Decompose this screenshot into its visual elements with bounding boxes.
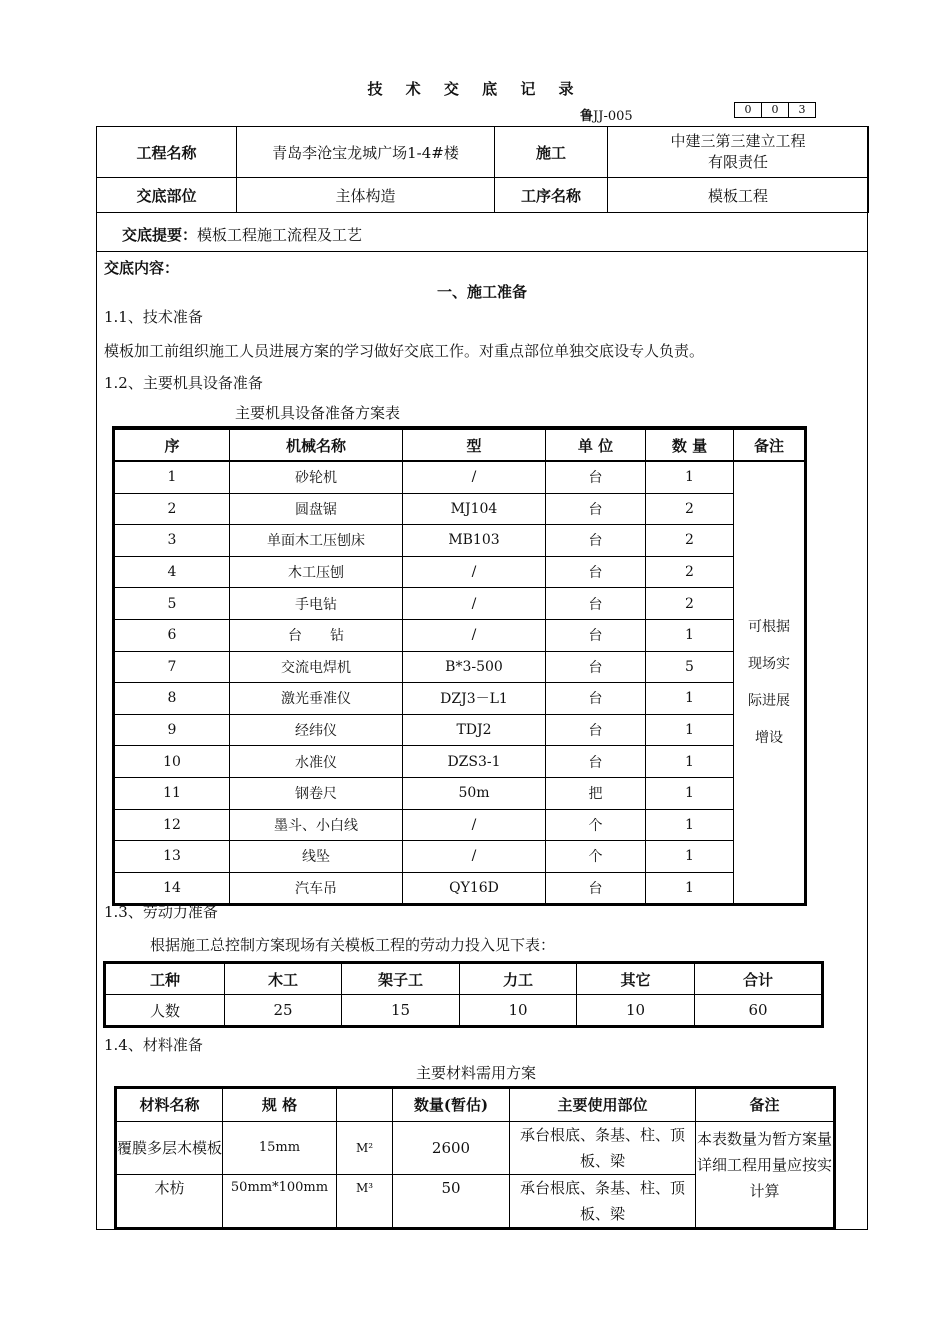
builder-value-line1: 中建三第三建立工程: [670, 132, 806, 150]
mat-header-unit: [337, 1089, 393, 1122]
s11-heading: 1.1、技术准备: [104, 308, 203, 326]
equip-cell-unit: 台: [546, 493, 646, 525]
equip-row: [115, 777, 805, 809]
equip-cell-seq: 3: [115, 525, 230, 557]
mat-unit: M³: [337, 1175, 393, 1228]
equip-cell-name: 激光垂准仪: [230, 683, 403, 715]
builder-label: 施工: [495, 127, 608, 178]
equip-cell-qty: 1: [646, 714, 734, 746]
equip-cell-model: /: [403, 841, 546, 873]
equip-cell-name: 墨斗、小白线: [230, 809, 403, 841]
equip-cell-model: 50m: [403, 777, 546, 809]
equip-row: [115, 556, 805, 588]
summary: [122, 224, 362, 245]
equip-cell-seq: 4: [115, 556, 230, 588]
labor-cell: 10: [577, 995, 695, 1026]
part-label: 交底部位: [97, 178, 237, 213]
part-value: 主体构造: [237, 178, 495, 213]
equip-cell-name: 单面木工压刨床: [230, 525, 403, 557]
section1-title: 一、施工准备: [436, 283, 527, 301]
mat-name: 木枋: [117, 1175, 223, 1228]
equip-row: [115, 714, 805, 746]
equip-cell-qty: 1: [646, 619, 734, 651]
builder-value: [608, 127, 869, 178]
labor-cell: 10: [460, 995, 577, 1026]
mat-header-spec: 规 格: [223, 1089, 337, 1122]
equip-cell-seq: 8: [115, 683, 230, 715]
equip-cell-model: /: [403, 556, 546, 588]
equip-cell-qty: 1: [646, 809, 734, 841]
equip-cell-seq: 9: [115, 714, 230, 746]
equipment-body: [115, 461, 805, 904]
equip-caption: 主要机具设备准备方案表: [235, 404, 401, 422]
labor-cell: 15: [342, 995, 460, 1026]
equip-cell-name: 手电钻: [230, 588, 403, 620]
builder-value-line2: 有限责任: [707, 153, 768, 171]
project-name-value: 青岛李沧宝龙城广场1-4#楼: [237, 127, 495, 178]
equip-cell-model: /: [403, 809, 546, 841]
equip-cell-name: 经纬仪: [230, 714, 403, 746]
equip-cell-unit: 台: [546, 683, 646, 715]
mat-usage: 承台根底、条基、柱、顶板、梁: [510, 1175, 696, 1228]
document-title: 技 术 交 底 记 录: [367, 80, 583, 98]
equip-cell-qty: 2: [646, 556, 734, 588]
mat-qty: 2600: [393, 1122, 510, 1175]
mat-header-name: 材料名称: [117, 1089, 223, 1122]
equip-row: [115, 746, 805, 778]
equip-cell-name: 线坠: [230, 841, 403, 873]
mat-header-note: 备注: [696, 1089, 834, 1122]
equip-cell-seq: 14: [115, 872, 230, 904]
serial-number-box: [734, 102, 816, 118]
equipment-table: [114, 428, 805, 904]
mat-qty: 50: [393, 1175, 510, 1228]
equip-cell-model: QY16D: [403, 872, 546, 904]
equip-cell-seq: 1: [115, 461, 230, 493]
equip-header-seq: 序: [115, 429, 230, 461]
mat-note: 本表数量为暂方案量详细工程用量应按实计算: [696, 1122, 834, 1228]
equip-cell-name: 木工压刨: [230, 556, 403, 588]
labor-header: 合计: [695, 964, 822, 995]
mat-unit: M²: [337, 1122, 393, 1175]
s13-text: 根据施工总控制方案现场有关模板工程的劳动力投入见下表：: [150, 936, 556, 954]
project-name-label: 工程名称: [97, 127, 237, 178]
mat-header-usage: 主要使用部位: [510, 1089, 696, 1122]
equip-cell-model: DZS3-1: [403, 746, 546, 778]
labor-header: 木工: [225, 964, 342, 995]
equip-cell-name: 圆盘锯: [230, 493, 403, 525]
equip-cell-seq: 10: [115, 746, 230, 778]
equip-cell-seq: 7: [115, 651, 230, 683]
header-table: [96, 126, 869, 213]
equip-cell-qty: 2: [646, 525, 734, 557]
equip-cell-seq: 6: [115, 619, 230, 651]
equip-note-line: 现场实: [748, 655, 790, 672]
equip-cell-qty: 1: [646, 777, 734, 809]
s14-heading: 1.4、材料准备: [104, 1036, 203, 1054]
document-code: [580, 105, 633, 124]
equip-cell-unit: 把: [546, 777, 646, 809]
process-label: 工序名称: [495, 178, 608, 213]
equip-note-line: 增设: [755, 729, 783, 746]
equip-row: [115, 619, 805, 651]
equip-cell-seq: 2: [115, 493, 230, 525]
labor-header: 架子工: [342, 964, 460, 995]
equip-cell-unit: 台: [546, 461, 646, 493]
equip-row: [115, 461, 805, 493]
equip-cell-unit: 台: [546, 872, 646, 904]
labor-table: [105, 963, 822, 1026]
equip-cell-name: 砂轮机: [230, 461, 403, 493]
code-value: JJ-005: [593, 109, 633, 124]
equip-row: [115, 493, 805, 525]
labor-cell: 25: [225, 995, 342, 1026]
equip-cell-name: 交流电焊机: [230, 651, 403, 683]
equip-cell-qty: 2: [646, 588, 734, 620]
equip-header-name: 机械名称: [230, 429, 403, 461]
code-label: 鲁: [580, 109, 594, 124]
mat-name: 覆膜多层木模板: [117, 1122, 223, 1175]
mat-spec: 15mm: [223, 1122, 337, 1175]
process-value: 模板工程: [608, 178, 869, 213]
equip-cell-model: MB103: [403, 525, 546, 557]
equip-cell-name: 水准仪: [230, 746, 403, 778]
labor-header: 力工: [460, 964, 577, 995]
materials-table: [116, 1088, 834, 1228]
equip-header-unit: 单 位: [546, 429, 646, 461]
equip-cell-qty: 1: [646, 461, 734, 493]
summary-label: 交底提要：: [122, 226, 198, 244]
equip-cell-unit: 台: [546, 714, 646, 746]
equip-row: [115, 809, 805, 841]
equip-cell-unit: 台: [546, 746, 646, 778]
equip-row: [115, 651, 805, 683]
equip-cell-unit: 个: [546, 841, 646, 873]
equip-cell-unit: 台: [546, 651, 646, 683]
labor-cell: 人数: [106, 995, 225, 1026]
mat-usage: 承台根底、条基、柱、顶板、梁: [510, 1122, 696, 1175]
serial-digit: 0: [762, 103, 789, 117]
labor-header: 其它: [577, 964, 695, 995]
equip-cell-unit: 台: [546, 588, 646, 620]
s13-heading: 1.3、劳动力准备: [104, 903, 218, 921]
serial-digit: 0: [735, 103, 762, 117]
equip-cell-qty: 1: [646, 683, 734, 715]
equip-cell-model: TDJ2: [403, 714, 546, 746]
equip-cell-seq: 5: [115, 588, 230, 620]
s12-heading: 1.2、主要机具设备准备: [104, 374, 263, 392]
equip-cell-model: /: [403, 619, 546, 651]
s11-text: 模板加工前组织施工人员进展方案的学习做好交底工作。对重点部位单独交底设专人负责。: [104, 342, 705, 360]
equip-cell-unit: 台: [546, 619, 646, 651]
equip-header-model: 型: [403, 429, 546, 461]
equip-cell-unit: 台: [546, 525, 646, 557]
equip-cell-model: DZJ3－L1: [403, 683, 546, 715]
equip-note: [734, 461, 805, 904]
mat-header-qty: 数量(暂估): [393, 1089, 510, 1122]
mat-caption: 主要材料需用方案: [416, 1064, 537, 1082]
equip-cell-seq: 12: [115, 809, 230, 841]
equip-header-note: 备注: [734, 429, 805, 461]
equip-cell-seq: 11: [115, 777, 230, 809]
equip-cell-name: 钢卷尺: [230, 777, 403, 809]
equip-note-line: 可根据: [748, 618, 790, 635]
equip-cell-model: /: [403, 588, 546, 620]
mat-spec: 50mm*100mm: [223, 1175, 337, 1228]
equip-cell-name: 汽车吊: [230, 872, 403, 904]
equip-cell-model: B*3-500: [403, 651, 546, 683]
equip-cell-qty: 5: [646, 651, 734, 683]
summary-value: 模板工程施工流程及工艺: [197, 226, 363, 244]
labor-header: 工种: [106, 964, 225, 995]
equip-cell-name: 台 钻: [230, 619, 403, 651]
equip-cell-model: MJ104: [403, 493, 546, 525]
equip-cell-model: /: [403, 461, 546, 493]
equip-row: [115, 841, 805, 873]
equip-row: [115, 525, 805, 557]
equip-header-qty: 数 量: [646, 429, 734, 461]
equip-note-line: 际进展: [748, 692, 790, 709]
equip-cell-unit: 台: [546, 556, 646, 588]
serial-digit: 3: [798, 103, 806, 116]
equip-row: [115, 872, 805, 904]
equip-cell-qty: 1: [646, 841, 734, 873]
equip-row: [115, 588, 805, 620]
summary-divider: [96, 251, 868, 252]
equip-cell-qty: 2: [646, 493, 734, 525]
equip-row: [115, 683, 805, 715]
equip-cell-unit: 个: [546, 809, 646, 841]
equip-cell-qty: 1: [646, 746, 734, 778]
labor-cell: 60: [695, 995, 822, 1026]
content-label: 交底内容：: [104, 259, 180, 277]
equip-cell-qty: 1: [646, 872, 734, 904]
equip-cell-seq: 13: [115, 841, 230, 873]
